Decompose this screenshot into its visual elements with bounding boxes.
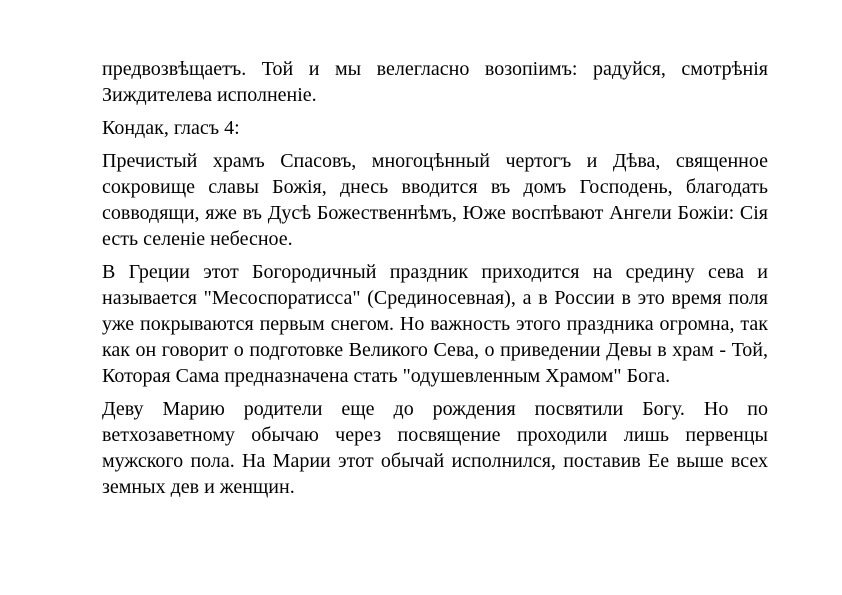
paragraph-kontakion-text: Пречистый храмъ Спасовъ, многоцѣнный чертогъ и Дѣва, священное сокровище славы Божія, днесь вводится въ домъ Господень, благодать совводящи, яже въ Дусѣ Божественнѣмъ, Юже воспѣвают Ангели Божіи: Сія есть селеніе небесное. [102, 150, 768, 250]
paragraph-virgin-mary: Деву Марию родители еще до рождения посвятили Богу. Но по ветхозаветному обычаю через посвящение проходили лишь первенцы мужского пола. На Марии этот обычай исполнился, поставив Ее выше всех земных дев и женщин. [102, 398, 768, 498]
paragraph-hymn-ending: предвозвѣщаетъ. Той и мы велегласно возопіимъ: радуйся, смотрѣнія Зиждителева исполненіе. [102, 58, 768, 106]
paragraph-greece-russia: В Греции этот Богородичный праздник приходится на средину сева и называется "Месоспоратисса" (Срединосевная), а в России в это время поля уже покрываются первым снегом. Но важность этого праздника огромна, так как он говорит о подготовке Великого Сева, о приведении Девы в храм - Той, Которая Сама предназначена стать "одушевленным Храмом" Бога. [102, 261, 768, 387]
paragraph-kontakion-heading: Кондак, гласъ 4: [102, 117, 240, 139]
document-page [102, 56, 768, 507]
